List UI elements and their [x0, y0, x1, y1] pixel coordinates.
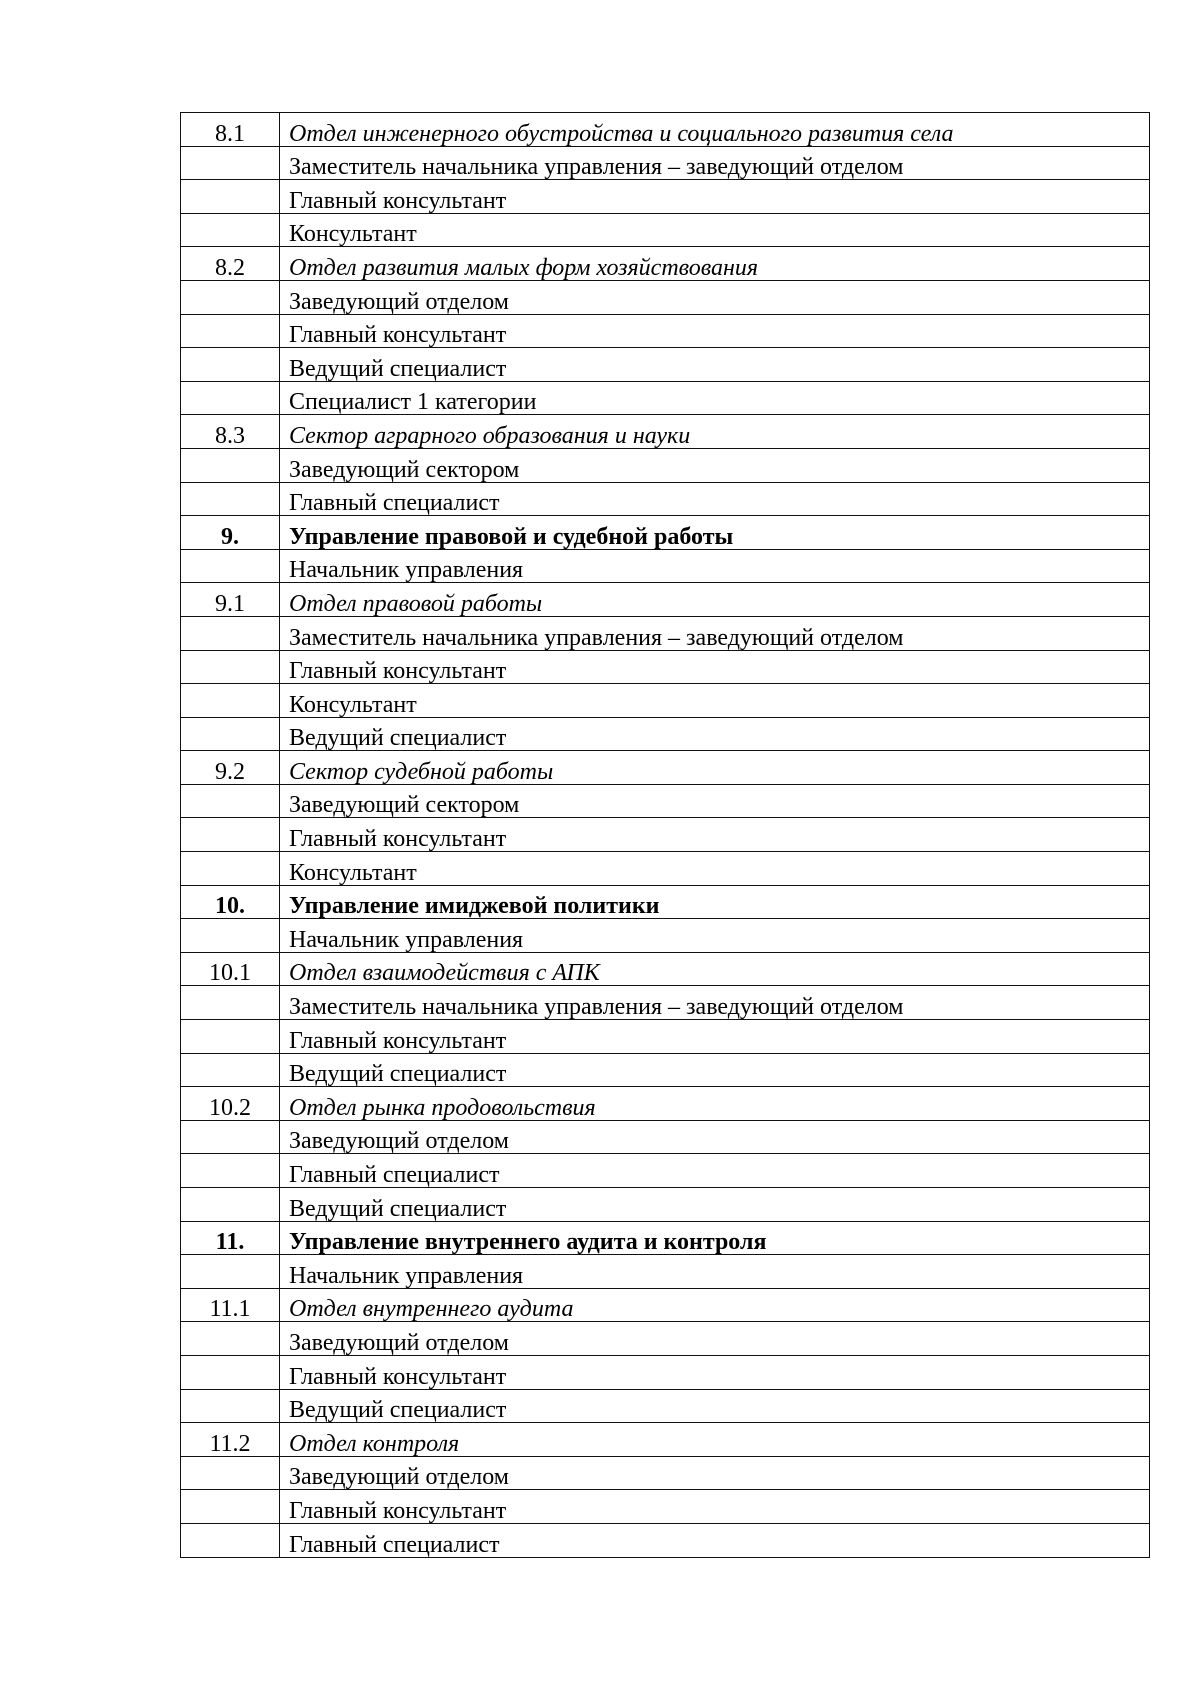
position-name-cell: Специалист 1 категории — [280, 381, 1150, 415]
position-name-cell: Ведущий специалист — [280, 348, 1150, 382]
subdivision-row — [181, 751, 1150, 785]
row-number-cell — [181, 1188, 280, 1222]
position-row — [181, 146, 1150, 180]
row-number-cell — [181, 146, 280, 180]
subdivision-name-cell: Отдел правовой работы — [280, 583, 1150, 617]
row-number-cell — [181, 314, 280, 348]
subdivision-name-cell: Отдел развития малых форм хозяйствования — [280, 247, 1150, 281]
subdivision-name-cell: Сектор аграрного образования и науки — [280, 415, 1150, 449]
division-name-cell: Управление имиджевой политики — [280, 885, 1150, 919]
subdivision-name-cell: Сектор судебной работы — [280, 751, 1150, 785]
position-name-cell: Заместитель начальника управления – заведующий отделом — [280, 616, 1150, 650]
row-number-cell — [181, 1154, 280, 1188]
row-number-cell: 11.1 — [181, 1288, 280, 1322]
division-name-cell: Управление внутреннего аудита и контроля — [280, 1221, 1150, 1255]
row-number-cell — [181, 818, 280, 852]
row-number-cell — [181, 1389, 280, 1423]
row-number-cell — [181, 1355, 280, 1389]
position-name-cell: Главный консультант — [280, 1490, 1150, 1524]
row-number-cell — [181, 280, 280, 314]
row-number-cell — [181, 1490, 280, 1524]
position-name-cell: Начальник управления — [280, 1255, 1150, 1289]
position-row — [181, 919, 1150, 953]
subdivision-row — [181, 1288, 1150, 1322]
subdivision-name-cell: Отдел контроля — [280, 1423, 1150, 1457]
row-number-cell — [181, 1255, 280, 1289]
position-name-cell: Начальник управления — [280, 549, 1150, 583]
staff-table — [180, 112, 1150, 1558]
position-row — [181, 482, 1150, 516]
row-number-cell — [181, 1053, 280, 1087]
division-row — [181, 885, 1150, 919]
staff-table-body — [181, 113, 1150, 1558]
row-number-cell — [181, 448, 280, 482]
position-row — [181, 852, 1150, 886]
subdivision-name-cell: Отдел инженерного обустройства и социального развития села — [280, 113, 1150, 147]
row-number-cell — [181, 1523, 280, 1557]
position-name-cell: Главный специалист — [280, 1523, 1150, 1557]
position-name-cell: Заведующий отделом — [280, 1322, 1150, 1356]
position-row — [181, 348, 1150, 382]
row-number-cell — [181, 348, 280, 382]
row-number-cell — [181, 717, 280, 751]
position-row — [181, 717, 1150, 751]
division-row — [181, 1221, 1150, 1255]
row-number-cell — [181, 180, 280, 214]
position-name-cell: Консультант — [280, 684, 1150, 718]
row-number-cell: 9. — [181, 516, 280, 550]
position-name-cell: Главный консультант — [280, 818, 1150, 852]
position-row — [181, 280, 1150, 314]
row-number-cell — [181, 986, 280, 1020]
row-number-cell — [181, 1020, 280, 1054]
subdivision-row — [181, 1423, 1150, 1457]
row-number-cell — [181, 616, 280, 650]
position-name-cell: Главный консультант — [280, 314, 1150, 348]
row-number-cell — [181, 1456, 280, 1490]
row-number-cell: 8.1 — [181, 113, 280, 147]
position-row — [181, 180, 1150, 214]
position-row — [181, 1490, 1150, 1524]
row-number-cell: 10.1 — [181, 952, 280, 986]
division-row — [181, 516, 1150, 550]
position-row — [181, 1523, 1150, 1557]
position-name-cell: Заведующий отделом — [280, 1120, 1150, 1154]
row-number-cell: 10.2 — [181, 1087, 280, 1121]
position-row — [181, 784, 1150, 818]
position-name-cell: Ведущий специалист — [280, 717, 1150, 751]
row-number-cell: 11.2 — [181, 1423, 280, 1457]
position-row — [181, 684, 1150, 718]
position-name-cell: Заведующий отделом — [280, 280, 1150, 314]
position-name-cell: Консультант — [280, 852, 1150, 886]
division-name-cell: Управление правовой и судебной работы — [280, 516, 1150, 550]
position-row — [181, 1188, 1150, 1222]
row-number-cell: 9.1 — [181, 583, 280, 617]
position-name-cell: Заместитель начальника управления – заведующий отделом — [280, 986, 1150, 1020]
position-row — [181, 549, 1150, 583]
row-number-cell — [181, 1322, 280, 1356]
position-row — [181, 381, 1150, 415]
position-name-cell: Ведущий специалист — [280, 1188, 1150, 1222]
row-number-cell: 8.3 — [181, 415, 280, 449]
position-row — [181, 1120, 1150, 1154]
position-row — [181, 986, 1150, 1020]
position-name-cell: Главный специалист — [280, 482, 1150, 516]
subdivision-name-cell: Отдел внутреннего аудита — [280, 1288, 1150, 1322]
position-row — [181, 213, 1150, 247]
row-number-cell — [181, 482, 280, 516]
position-row — [181, 1456, 1150, 1490]
position-name-cell: Заведующий сектором — [280, 448, 1150, 482]
position-name-cell: Ведущий специалист — [280, 1389, 1150, 1423]
row-number-cell — [181, 684, 280, 718]
position-row — [181, 1053, 1150, 1087]
position-name-cell: Консультант — [280, 213, 1150, 247]
position-name-cell: Главный консультант — [280, 1020, 1150, 1054]
position-row — [181, 1322, 1150, 1356]
subdivision-row — [181, 415, 1150, 449]
row-number-cell: 8.2 — [181, 247, 280, 281]
subdivision-row — [181, 113, 1150, 147]
row-number-cell: 10. — [181, 885, 280, 919]
position-name-cell: Ведущий специалист — [280, 1053, 1150, 1087]
position-name-cell: Главный консультант — [280, 180, 1150, 214]
subdivision-row — [181, 583, 1150, 617]
position-row — [181, 1154, 1150, 1188]
position-name-cell: Главный консультант — [280, 1355, 1150, 1389]
position-row — [181, 818, 1150, 852]
position-row — [181, 1389, 1150, 1423]
row-number-cell: 9.2 — [181, 751, 280, 785]
row-number-cell — [181, 852, 280, 886]
position-row — [181, 616, 1150, 650]
subdivision-name-cell: Отдел рынка продовольствия — [280, 1087, 1150, 1121]
position-row — [181, 650, 1150, 684]
position-name-cell: Заместитель начальника управления – заведующий отделом — [280, 146, 1150, 180]
row-number-cell — [181, 549, 280, 583]
position-row — [181, 448, 1150, 482]
position-row — [181, 1355, 1150, 1389]
position-name-cell: Заведующий отделом — [280, 1456, 1150, 1490]
position-name-cell: Главный специалист — [280, 1154, 1150, 1188]
row-number-cell — [181, 650, 280, 684]
position-name-cell: Заведующий сектором — [280, 784, 1150, 818]
subdivision-row — [181, 1087, 1150, 1121]
position-name-cell: Начальник управления — [280, 919, 1150, 953]
subdivision-row — [181, 247, 1150, 281]
row-number-cell — [181, 784, 280, 818]
position-row — [181, 1255, 1150, 1289]
row-number-cell — [181, 919, 280, 953]
position-name-cell: Главный консультант — [280, 650, 1150, 684]
row-number-cell: 11. — [181, 1221, 280, 1255]
position-row — [181, 1020, 1150, 1054]
position-row — [181, 314, 1150, 348]
row-number-cell — [181, 1120, 280, 1154]
row-number-cell — [181, 381, 280, 415]
subdivision-name-cell: Отдел взаимодействия с АПК — [280, 952, 1150, 986]
subdivision-row — [181, 952, 1150, 986]
row-number-cell — [181, 213, 280, 247]
